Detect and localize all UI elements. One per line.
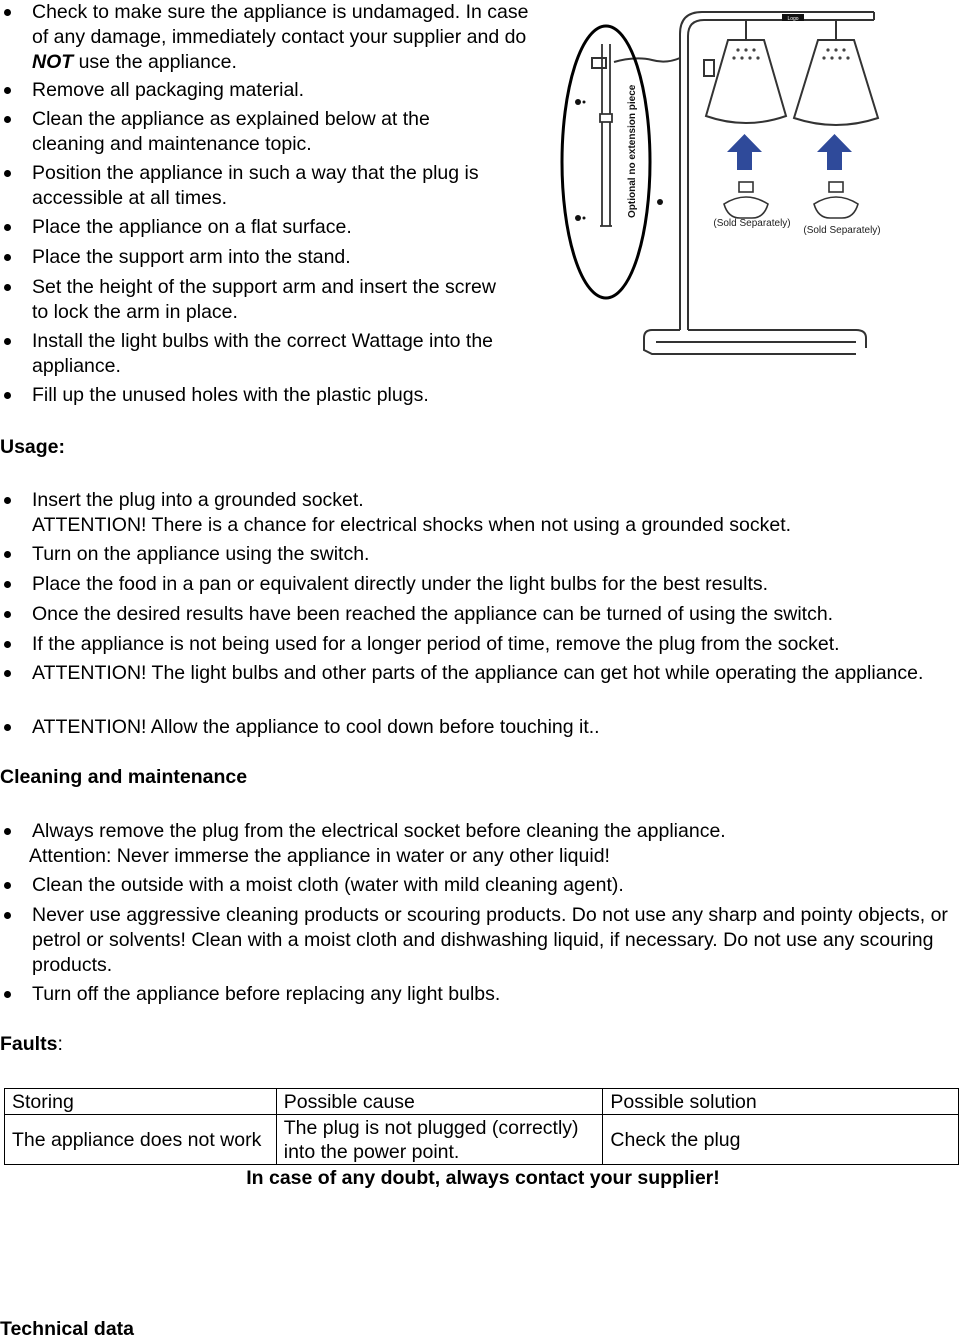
list-item: Install the light bulbs with the correct Wattage into the appliance.: [32, 329, 512, 379]
table-cell: Check the plug: [603, 1115, 959, 1165]
faults-table: [4, 1088, 959, 1165]
heat-lamp-illustration: [556, 4, 960, 384]
bullet-icon: [4, 551, 11, 558]
bullet-icon: [4, 170, 11, 177]
list-item: Always remove the plug from the electrical socket before cleaning the appliance. Attention: Never immerse the appliance in water or any other liquid!: [32, 819, 942, 869]
list-item: Set the height of the support arm and insert the screw to lock the arm in place.: [32, 275, 502, 325]
bullet-icon: [4, 224, 11, 231]
list-item: Fill up the unused holes with the plastic plugs.: [32, 383, 429, 408]
column-header-cause: Possible cause: [276, 1089, 603, 1115]
bullet-icon: [4, 724, 11, 731]
list-item: ATTENTION! The light bulbs and other parts of the appliance can get hot while operating the appliance.: [32, 661, 932, 686]
list-item: Turn off the appliance before replacing any light bulbs.: [32, 982, 500, 1007]
column-header-storing: Storing: [5, 1089, 277, 1115]
bullet-icon: [4, 882, 11, 889]
list-item: Clean the appliance as explained below at the cleaning and maintenance topic.: [32, 107, 502, 157]
bullet-icon: [4, 284, 11, 291]
cleaning-heading: Cleaning and maintenance: [0, 766, 248, 788]
faults-heading: Faults:: [0, 1033, 63, 1055]
bullet-icon: [4, 338, 11, 345]
list-item: Insert the plug into a grounded socket. ATTENTION! There is a chance for electrical shocks when not using a grounded socket.: [32, 488, 952, 538]
extension-piece-label: Optional no extension piece: [627, 84, 638, 218]
usage-heading: Usage:: [0, 436, 66, 458]
list-item: Check to make sure the appliance is undamaged. In case of any damage, immediately contact your supplier and do NOT use the appliance.: [32, 0, 542, 75]
bullet-icon: [4, 991, 11, 998]
list-item: Once the desired results have been reached the appliance can be turned of using the switch.: [32, 602, 833, 627]
bullet-icon: [4, 641, 11, 648]
list-item: Remove all packaging material.: [32, 78, 304, 103]
table-cell: The plug is not plugged (correctly) into the power point.: [276, 1115, 603, 1165]
list-item: ATTENTION! Allow the appliance to cool down before touching it..: [32, 715, 600, 740]
bullet-icon: [4, 828, 11, 835]
bullet-icon: [4, 497, 11, 504]
list-item: Place the support arm into the stand.: [32, 245, 351, 270]
table-header-row: [5, 1089, 959, 1115]
table-cell: The appliance does not work: [5, 1115, 277, 1165]
bullet-icon: [4, 9, 11, 16]
bullet-icon: [4, 116, 11, 123]
technical-data-heading: Technical data: [0, 1318, 135, 1340]
sold-separately-label-right: (Sold Separately): [803, 225, 881, 236]
table-row: [5, 1115, 959, 1165]
bullet-icon: [4, 87, 11, 94]
column-header-solution: Possible solution: [603, 1089, 959, 1115]
list-item: Position the appliance in such a way that the plug is accessible at all times.: [32, 161, 532, 211]
bullet-icon: [4, 254, 11, 261]
sold-separately-label-left: (Sold Separately): [713, 218, 791, 229]
list-item: Place the food in a pan or equivalent directly under the light bulbs for the best results.: [32, 572, 768, 597]
list-item: Turn on the appliance using the switch.: [32, 542, 369, 567]
list-item: If the appliance is not being used for a longer period of time, remove the plug from the socket.: [32, 632, 840, 657]
bullet-icon: [4, 611, 11, 618]
bullet-icon: [4, 392, 11, 399]
bullet-icon: [4, 912, 11, 919]
bullet-icon: [4, 581, 11, 588]
heat-lamp-diagram: [556, 4, 960, 384]
bullet-icon: [4, 670, 11, 677]
list-item: Clean the outside with a moist cloth (water with mild cleaning agent).: [32, 873, 624, 898]
list-item: Place the appliance on a flat surface.: [32, 215, 352, 240]
logo-label: Logo: [787, 16, 799, 22]
faults-footer-note: In case of any doubt, always contact your supplier!: [246, 1167, 720, 1189]
list-item: Never use aggressive cleaning products or scouring products. Do not use any sharp and pointy objects, or petrol or solvents! Clean with a moist cloth and dishwashing liquid, if necessary. Do not use any scouring products.: [32, 903, 958, 978]
